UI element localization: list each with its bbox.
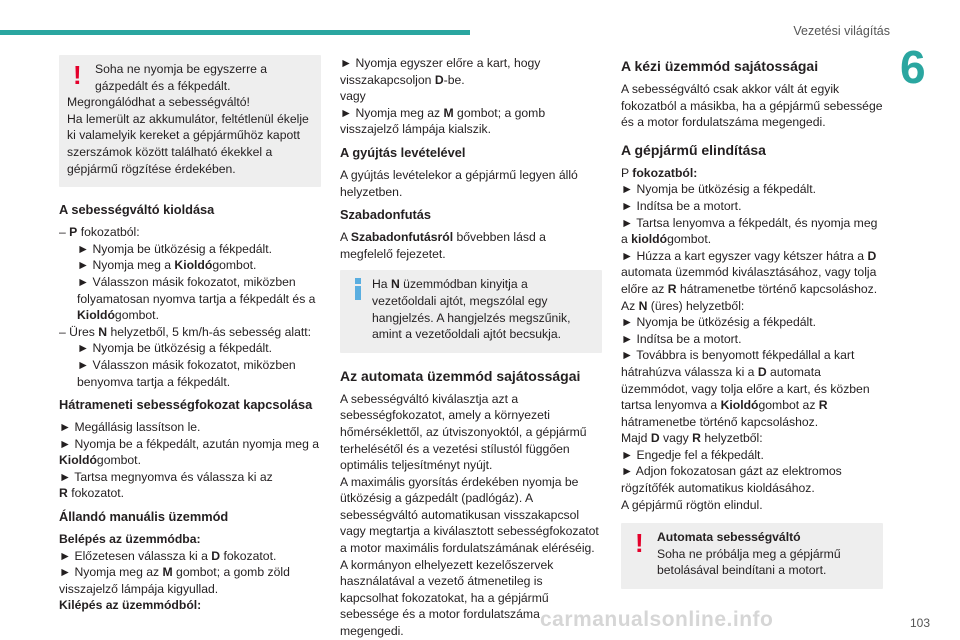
info-icon [352, 278, 364, 300]
text: A gyújtás levételekor a gépjármű legyen álló helyzetben. [340, 167, 578, 199]
heading-freewheel: Szabadonfutás [340, 207, 432, 223]
warning-text: Soha ne próbálja meg a gépjármű betolásával beindítani a motort. [657, 546, 841, 578]
chapter-number: 6 [900, 41, 926, 93]
step: ► Továbbra is benyomott fékpedállal a kart hátrahúzva válassza ki a D automata üzemmódot, vagy tolja előre a kart, és közben tartsa lenyomva a Kioldógombot az R hátramenetbe történő kapcsoláshoz. [621, 348, 870, 429]
warning-box [621, 523, 883, 589]
step: ► Engedje fel a fékpedált. [621, 447, 764, 462]
step: ► Tartsa lenyomva a fékpedált, és nyomja meg a kioldógombot. [621, 215, 878, 247]
column-2 [340, 55, 602, 640]
step: ► Nyomja meg az M gombot; a gomb visszajelző lámpája kialszik. [340, 105, 546, 137]
step: ► Nyomja be ütközésig a fékpedált. [621, 315, 816, 330]
column-3 [621, 55, 883, 603]
warning-box [59, 55, 321, 187]
step: ► Indítsa be a motort. [621, 198, 742, 213]
text: Majd D vagy R helyzetből: [621, 431, 763, 446]
step: ► Nyomja be ütközésig a fékpedált. [77, 341, 272, 356]
step: ► Adjon fokozatosan gázt az elektromos rögzítőfék automatikus kioldásához. [621, 464, 842, 496]
step: ► Indítsa be a motort. [621, 331, 742, 346]
text: – Üres N helyzetből, 5 km/h-ás sebesség alatt: [59, 324, 312, 339]
text: R fokozatot. [59, 486, 125, 501]
step: ► Húzza a kart egyszer vagy kétszer hátra a D automata üzemmód kiválasztásához, vagy tolja előre az R hátramenetbe történő kapcsoláshoz. [621, 248, 878, 296]
heading-manual-mode: A kézi üzemmód sajátosságai [621, 58, 819, 74]
heading-manual: Állandó manuális üzemmód [59, 509, 229, 525]
page-number: 103 [909, 616, 930, 630]
subheading: Belépés az üzemmódba: [59, 532, 201, 547]
warning-text: Ha lemerült az akkumulátor, feltétlenül ékelje ki valamelyik kereket a gépjárműhöz kapott szerszámok között található ékekkel a gépjármű rögzítése érdekében. [67, 111, 309, 176]
info-box [340, 270, 602, 352]
heading-auto: Az automata üzemmód sajátosságai [340, 367, 581, 384]
heading-start: A gépjármű elindítása [621, 141, 766, 158]
info-text: Ha N üzemmódban kinyitja a vezetőoldali ajtót, megszólal egy hangjelzés. A hangjelzés megszűnik, amint a vezetőoldali ajtót becsukja. [372, 277, 571, 342]
text: A sebességváltó kiválasztja azt a sebességfokozatot, amely a környezeti hőmérséklettől, az útviszonyoktól, a gépjármű terhelésétől és a vezetési stílustól függően optimális teljesítményt nyújt. [340, 391, 587, 473]
step: ► Tartsa megnyomva és válassza ki az [59, 469, 273, 484]
step: ► Nyomja meg az M gombot; a gomb zöld visszajelző lámpája kigyullad. [59, 565, 290, 596]
text: visszakapcsoljon D-be. [340, 72, 465, 87]
text: A gépjármű rögtön elindul. [621, 497, 763, 512]
heading-unlock: A sebességváltó kioldása [59, 202, 215, 218]
subheading: Kilépés az üzemmódból: [59, 598, 202, 613]
text: vagy [340, 89, 366, 104]
step: ► Előzetesen válassza ki a D fokozatot. [59, 548, 277, 563]
text: – P fokozatból: [59, 225, 140, 240]
section-title: Vezetési világítás [793, 24, 890, 38]
step: ► Válasszon másik fokozatot, miközben folyamatosan nyomva tartja a fékpedált és a Kioldógombot. [77, 274, 316, 323]
text: A Szabadonfutásról bővebben lásd a megfelelő fejezetet. [340, 230, 546, 261]
header-accent-bar [0, 30, 470, 35]
step: ► Nyomja egyszer előre a kart, hogy [340, 56, 541, 70]
watermark: carmanualsonline.info [540, 608, 774, 631]
step: ► Megállásig lassítson le. [59, 420, 201, 435]
step: ► Válasszon másik fokozatot, miközben benyomva tartja a fékpedált. [77, 357, 296, 389]
warning-text: Soha ne nyomja be egyszerre a gázpedált és a fékpedált. [95, 62, 268, 93]
step: ► Nyomja be ütközésig a fékpedált. [77, 241, 272, 256]
heading-reverse: Hátrameneti sebességfokozat kapcsolása [59, 397, 313, 413]
text: A kormányon elhelyezett kezelőszervek használatával a vezető átmenetileg is kapcsolhat fokozatokat, ha a gépjármű sebessége és a motor fordulatszáma megengedi. [340, 557, 554, 639]
column-1 [59, 55, 321, 614]
warning-title: Automata sebességváltó [657, 530, 801, 545]
warning-icon: ! [73, 60, 82, 90]
text: A sebességváltó csak akkor vált át egyik fokozatból a másikba, ha a gépjármű sebessége és a motor fordulatszáma megengedi. [621, 82, 883, 130]
text: A maximális gyorsítás érdekében nyomja be ütközésig a gázpedált (padlógáz). A sebességváltó automatikusan visszakapcsol vagy megtartja a kiválasztott sebességfokozatot a motor maximális fordulatszámának eléréséig. [340, 474, 599, 556]
text: P fokozatból: [621, 165, 698, 180]
text: Az N (üres) helyzetből: [621, 298, 745, 313]
step: ► Nyomja be ütközésig a fékpedált. [621, 182, 816, 197]
step: ► Nyomja meg a Kioldógombot. [77, 258, 257, 273]
warning-text: Megrongálódhat a sebességváltó! [67, 95, 250, 110]
heading-ignition: A gyújtás levételével [340, 144, 466, 160]
warning-icon: ! [635, 528, 644, 559]
step: ► Nyomja be a fékpedált, azután nyomja meg a Kioldógombot. [59, 436, 320, 468]
